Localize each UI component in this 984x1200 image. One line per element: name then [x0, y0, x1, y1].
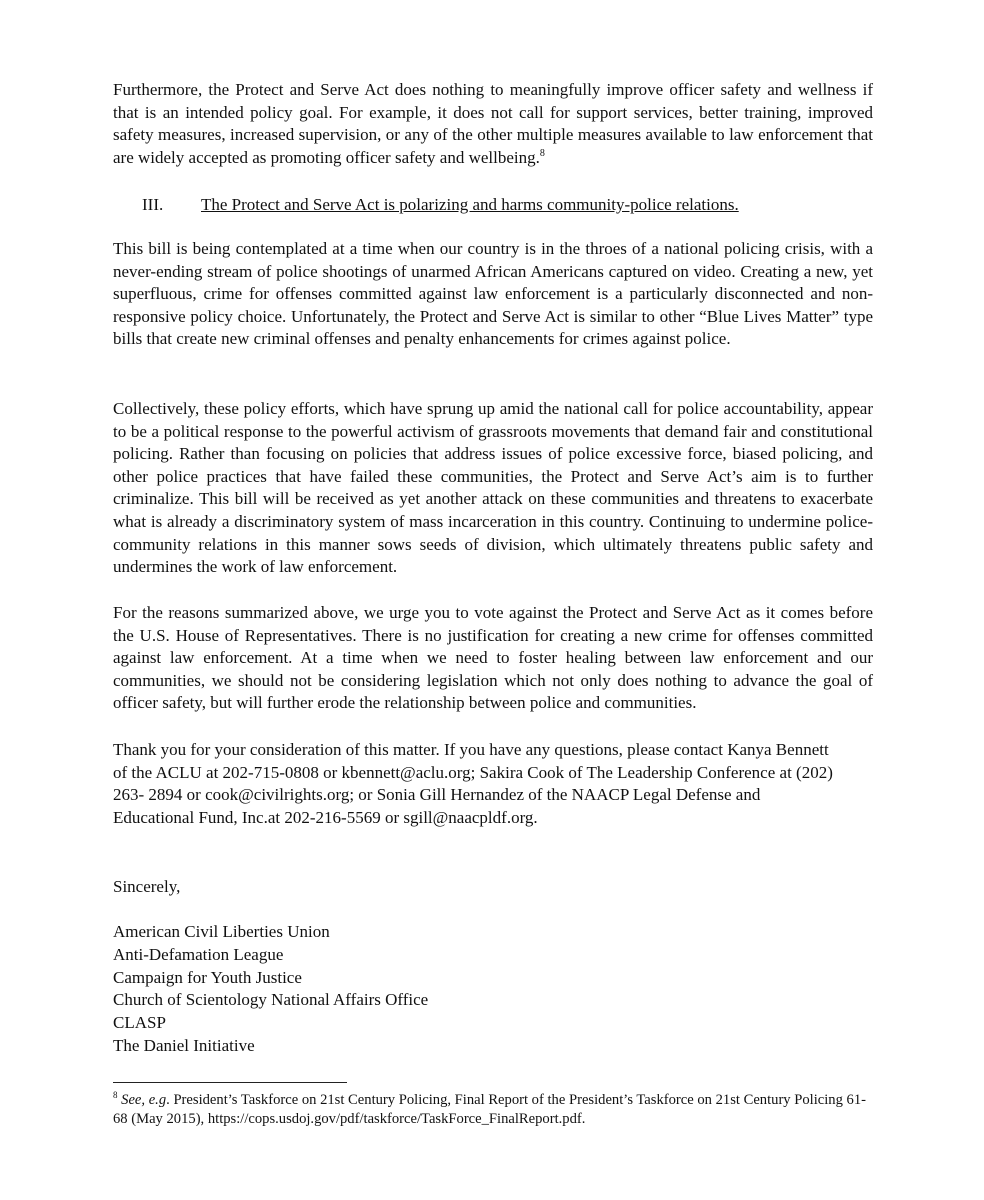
paragraph-urge-vote: For the reasons summarized above, we urge you to vote against the Protect and Serve Act as it comes before the U.S. House of Representatives. There is no justification for creating a new crime for offenses committed against law enforcement. At a time when we need to foster healing between law enforcement and our communities, we should not be considering legislation which not only does nothing to advance the goal of officer safety, but will further erode the relationship between police and communities.: [113, 603, 873, 713]
contact-line: 263- 2894 or cook@civilrights.org; or Sonia Gill Hernandez of the NAACP Legal Defense and: [113, 785, 761, 805]
paragraph-contact-info: [113, 739, 873, 829]
paragraph-officer-safety: [113, 79, 873, 169]
section-number: III.: [142, 195, 164, 214]
signatory: American Civil Liberties Union: [113, 922, 330, 941]
signatory: The Daniel Initiative: [113, 1035, 255, 1055]
footnote-8: [113, 1091, 873, 1129]
paragraph-officer-safety-text: Furthermore, the Protect and Serve Act does nothing to meaningfully improve officer safety and wellness if that is an intended policy goal. For example, it does not call for support services, better training, improved safety measures, increased supervision, or any of the other multiple measures available to law enforcement that are widely accepted as promoting officer safety and wellbeing.: [113, 80, 873, 167]
signatory-list: [113, 921, 428, 1058]
signatory: CLASP: [113, 1013, 166, 1033]
paragraph-policy-efforts: Collectively, these policy efforts, which have sprung up amid the national call for police accountability, appear to be a political response to the powerful activism of grassroots movements that demand fair and constitutional policing. Rather than focusing on policies that address issues of police excessive force, biased policing, and other police practices that have failed these communities, the Protect and Serve Act’s aim is to further criminalize. This bill will be received as yet another attack on these communities and threatens to exacerbate what is already a discriminatory system of mass incarceration in this country. Continuing to undermine police-community relations in this manner sows seeds of division, which ultimately threatens public safety and undermines the work of law enforcement.: [113, 399, 873, 577]
contact-line: Thank you for your consideration of this matter. If you have any questions, please contact Kanya Bennett: [113, 740, 829, 759]
section-heading-iii: [142, 194, 739, 217]
signatory: Church of Scientology National Affairs Office: [113, 990, 429, 1010]
footnote-number: 8: [113, 1090, 118, 1100]
footnote-citation: . President’s Taskforce on 21st Century Policing, Final Report of the President’s Taskforce on 21st Century Policing 61-68 (May 2015), https://cops.usdoj.gov/pdf/taskforce/TaskForce_FinalReport.pdf.: [113, 1092, 866, 1127]
contact-line: of the ACLU at 202-715-0808 or kbennett@aclu.org; Sakira Cook of The Leadership Conference at (202): [113, 762, 833, 782]
signatory: Anti-Defamation League: [113, 944, 284, 964]
footnote-divider: [113, 1082, 347, 1083]
contact-line: Educational Fund, Inc.at 202-216-5569 or sgill@naacpldf.org.: [113, 807, 538, 827]
paragraph-policing-crisis: This bill is being contemplated at a time when our country is in the throes of a national policing crisis, with a never-ending stream of police shootings of unarmed African Americans captured on video. Creating a new, yet superfluous, crime for offenses committed against law enforcement is a particularly disconnected and non-responsive policy choice. Unfortunately, the Protect and Serve Act is similar to other “Blue Lives Matter” type bills that create new criminal offenses and penalty enhancements for crimes against police.: [113, 239, 873, 349]
footnote-ref-8[interactable]: 8: [539, 147, 545, 159]
signatory: Campaign for Youth Justice: [113, 967, 302, 987]
closing-salutation: Sincerely,: [113, 877, 181, 896]
section-title: The Protect and Serve Act is polarizing and harms community-police relations.: [201, 195, 739, 214]
footnote-signal: See, e.g: [121, 1092, 167, 1108]
